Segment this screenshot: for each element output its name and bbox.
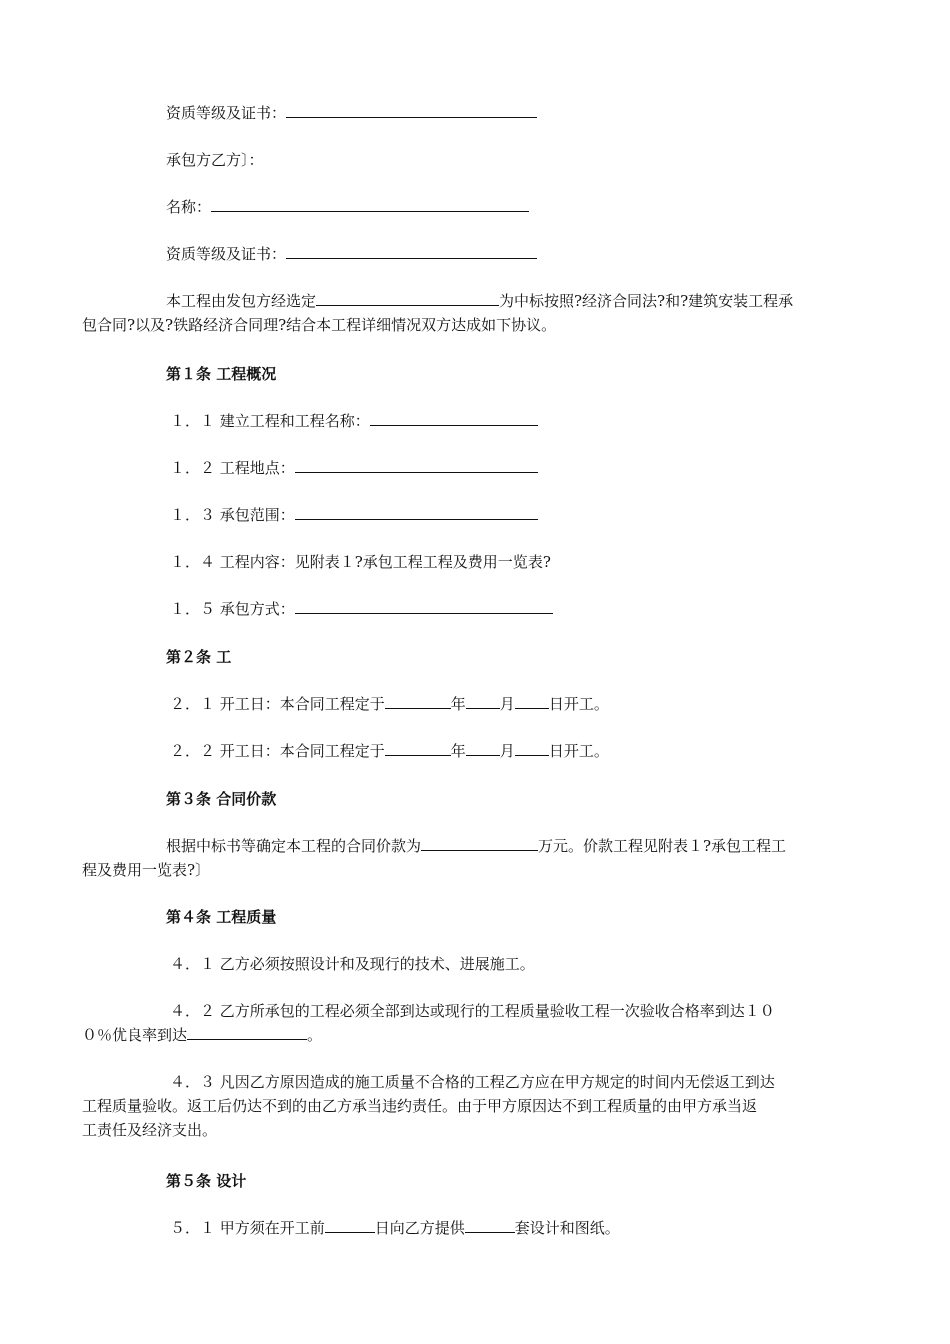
clause-5-1-text-b: 日向乙方提供 bbox=[374, 1219, 465, 1237]
price-blank[interactable] bbox=[421, 835, 538, 851]
clause-2-1-text: ２．１ 开工日：本合同工程定于 bbox=[170, 695, 385, 713]
intro-paragraph-line-1 bbox=[166, 290, 793, 312]
name-label: 名称： bbox=[166, 198, 212, 216]
clause-1-4: １．４ 工程内容：见附表１?承包工程工程及费用一览表? bbox=[170, 553, 551, 571]
intro-paragraph-line-2: 包合同?以及?铁路经济合同理?结合本工程详细情况双方达成如下协议。 bbox=[82, 316, 557, 334]
sets-blank[interactable] bbox=[465, 1217, 515, 1233]
intro-text-a: 本工程由发包方经选定 bbox=[166, 292, 317, 310]
month-label: 月 bbox=[499, 742, 515, 760]
clause-4-2-line-1: ４．２ 乙方所承包的工程必须全部到达或现行的工程质量验收工程一次验收合格率到达１０ bbox=[170, 1002, 775, 1020]
clause-5-1 bbox=[170, 1217, 620, 1239]
clause-4-3-line-3: 工责任及经济支出。 bbox=[82, 1121, 218, 1139]
clause-1-3-text: １．３ 承包范围： bbox=[170, 506, 295, 524]
article-2-heading: 第２条 工 bbox=[166, 648, 232, 666]
days-blank[interactable] bbox=[325, 1217, 375, 1233]
clause-2-2-text: ２．２ 开工日：本合同工程定于 bbox=[170, 742, 385, 760]
clause-1-3 bbox=[170, 504, 538, 526]
qualification-blank[interactable] bbox=[286, 102, 537, 118]
article-4-heading: 第４条 工程质量 bbox=[166, 908, 277, 926]
clause-1-2 bbox=[170, 457, 538, 479]
article-5-heading: 第５条 设计 bbox=[166, 1172, 247, 1190]
price-paragraph-line-1 bbox=[166, 835, 786, 857]
clause-5-1-text-a: ５．１ 甲方须在开工前 bbox=[170, 1219, 325, 1237]
year-blank[interactable] bbox=[385, 740, 451, 756]
clause-2-2 bbox=[170, 740, 609, 762]
qualification-label: 资质等级及证书： bbox=[166, 104, 287, 122]
clause-4-3-line-1: ４．３ 凡因乙方原因造成的施工质量不合格的工程乙方应在甲方规定的时间内无偿返工到达 bbox=[170, 1073, 775, 1091]
name-blank[interactable] bbox=[211, 196, 529, 212]
qualification-label: 资质等级及证书： bbox=[166, 245, 287, 263]
scope-blank[interactable] bbox=[295, 504, 538, 520]
contractor-b-heading: 承包方乙方〕： bbox=[166, 151, 264, 169]
clause-2-1 bbox=[170, 693, 609, 715]
price-paragraph-line-2: 程及费用一览表?〕 bbox=[82, 861, 211, 879]
year-label: 年 bbox=[450, 695, 466, 713]
intro-text-b: 为中标按照?经济合同法?和?建筑安装工程承 bbox=[499, 292, 794, 310]
qualification-line-1 bbox=[166, 102, 537, 124]
name-line bbox=[166, 196, 529, 218]
qualification-blank[interactable] bbox=[286, 243, 537, 259]
clause-4-2-line-2 bbox=[82, 1024, 322, 1046]
month-blank[interactable] bbox=[466, 693, 500, 709]
excellence-rate-blank[interactable] bbox=[187, 1024, 307, 1040]
clause-5-1-text-c: 套设计和图纸。 bbox=[514, 1219, 620, 1237]
method-blank[interactable] bbox=[295, 598, 553, 614]
day-label: 日开工。 bbox=[548, 695, 609, 713]
day-blank[interactable] bbox=[515, 740, 549, 756]
clause-4-2-text-c: 。 bbox=[307, 1026, 323, 1044]
bid-winner-blank[interactable] bbox=[316, 290, 499, 306]
clause-1-2-text: １．２ 工程地点： bbox=[170, 459, 295, 477]
price-text-a: 根据中标书等确定本工程的合同价款为 bbox=[166, 837, 422, 855]
article-1-heading: 第１条 工程概况 bbox=[166, 365, 277, 383]
year-label: 年 bbox=[450, 742, 466, 760]
qualification-line-2 bbox=[166, 243, 537, 265]
project-name-blank[interactable] bbox=[370, 410, 538, 426]
clause-4-3-line-2: 工程质量验收。返工后仍达不到的由乙方承当违约责任。由于甲方原因达不到工程质量的由甲方承当返 bbox=[82, 1097, 758, 1115]
month-blank[interactable] bbox=[466, 740, 500, 756]
day-blank[interactable] bbox=[515, 693, 549, 709]
clause-4-1: ４．１ 乙方必须按照设计和及现行的技术、进展施工。 bbox=[170, 955, 535, 973]
month-label: 月 bbox=[499, 695, 515, 713]
article-3-heading: 第３条 合同价款 bbox=[166, 790, 277, 808]
clause-1-5 bbox=[170, 598, 553, 620]
clause-4-2-text-b: ０％优良率到达 bbox=[82, 1026, 188, 1044]
year-blank[interactable] bbox=[385, 693, 451, 709]
clause-1-5-text: １．５ 承包方式： bbox=[170, 600, 295, 618]
clause-1-1 bbox=[170, 410, 538, 432]
location-blank[interactable] bbox=[295, 457, 538, 473]
clause-1-1-text: １．１ 建立工程和工程名称： bbox=[170, 412, 370, 430]
price-text-b: 万元。价款工程见附表１?承包工程工 bbox=[538, 837, 787, 855]
day-label: 日开工。 bbox=[548, 742, 609, 760]
